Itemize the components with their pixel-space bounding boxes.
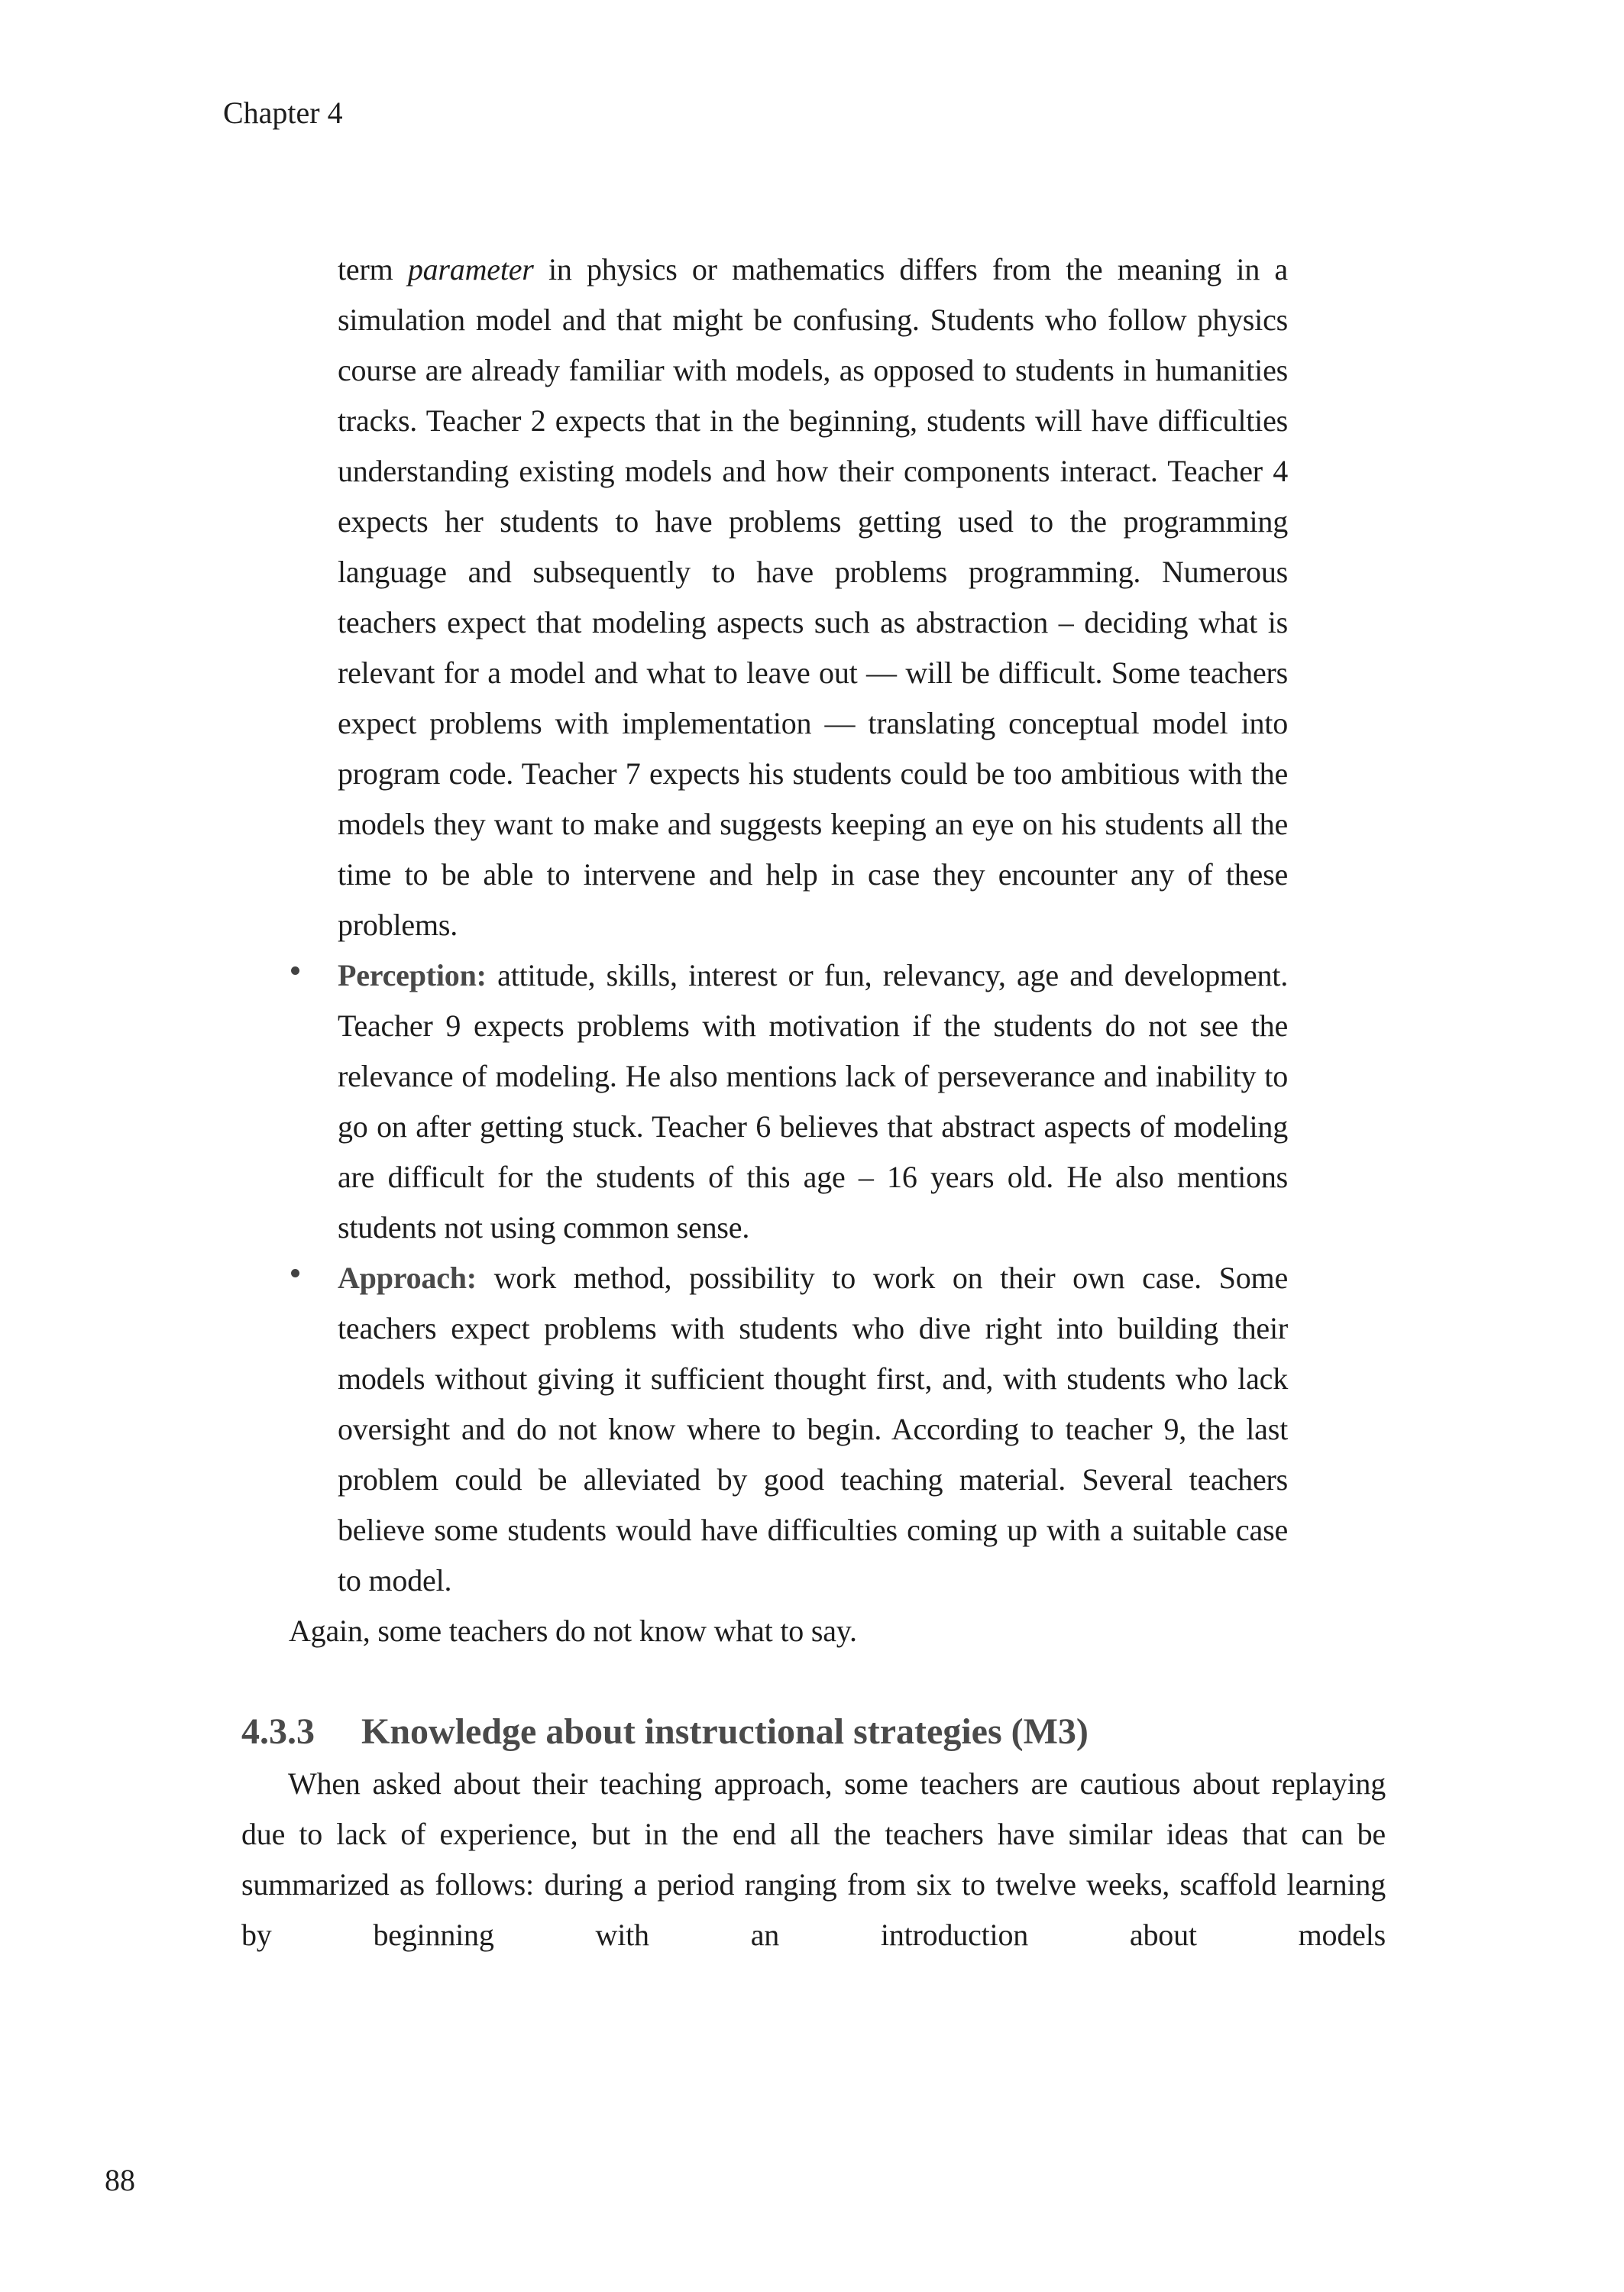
paragraph-text-pre: term [338,252,408,286]
indented-list-block [338,244,1288,1606]
page-body [241,244,1386,1960]
bullet-text-approach: work method, possibility to work on their own case. Some teachers expect problems with students who dive right into building their models without giving it sufficient thought first, and, with students who lack oversight and do not know where to begin. According to teacher 9, the last problem could be alleviated by good teaching material. Several teachers believe some students would have difficulties coming up with a suitable case to model. [338,1261,1288,1598]
section-number: 4.3.3 [241,1711,315,1752]
page-number: 88 [105,2163,135,2197]
bullet-text-perception: attitude, skills, interest or fun, relevancy, age and development. Teacher 9 expects problems with motivation if the students do not see the relevance of modeling. He also mentions lack of perseverance and inability to go on after getting stuck. Teacher 6 believes that abstract aspects of modeling are difficult for the students of this age – 16 years old. He also mentions students not using common sense. [338,958,1288,1245]
bullet-icon [291,1269,299,1277]
continuation-paragraph [338,244,1288,950]
paragraph-text-rest: in physics or mathematics differs from the meaning in a simulation model and that might be confusing. Students who follow physics course are already familiar with models, as opposed to students in humanities tracks. Teacher 2 expects that in the beginning, students will have difficulties understanding existing models and how their components interact. Teacher 4 expects her students to have problems getting used to the programming language and subsequently to have problems programming. Numerous teachers expect that modeling aspects such as abstraction – deciding what is relevant for a model and what to leave out — will be difficult. Some teachers expect problems with implementation — translating conceptual model into program code. Teacher 7 expects his students could be too ambitious with the models they want to make and suggests keeping an eye on his students all the time to be able to intervene and help in case they encounter any of these problems. [338,252,1288,942]
bullet-label-perception: Perception: [338,958,487,992]
bullet-label-approach: Approach: [338,1261,477,1295]
bullet-icon [291,966,299,975]
running-header: Chapter 4 [223,96,343,130]
section-title: Knowledge about instructional strategies (M3) [361,1711,1089,1752]
body-paragraph: When asked about their teaching approach, some teachers are cautious about replaying due to lack of experience, but in the end all the teachers have similar ideas that can be summarized as follows: during a period ranging from six to twelve weeks, scaffold learning by beginning with an introduction about models [241,1766,1386,1952]
list-item-perception [338,950,1288,1253]
list-item-approach [338,1253,1288,1606]
closing-line: Again, some teachers do not know what to say. [289,1614,857,1648]
section-heading [241,1705,1386,1759]
italic-term: parameter [407,252,534,286]
